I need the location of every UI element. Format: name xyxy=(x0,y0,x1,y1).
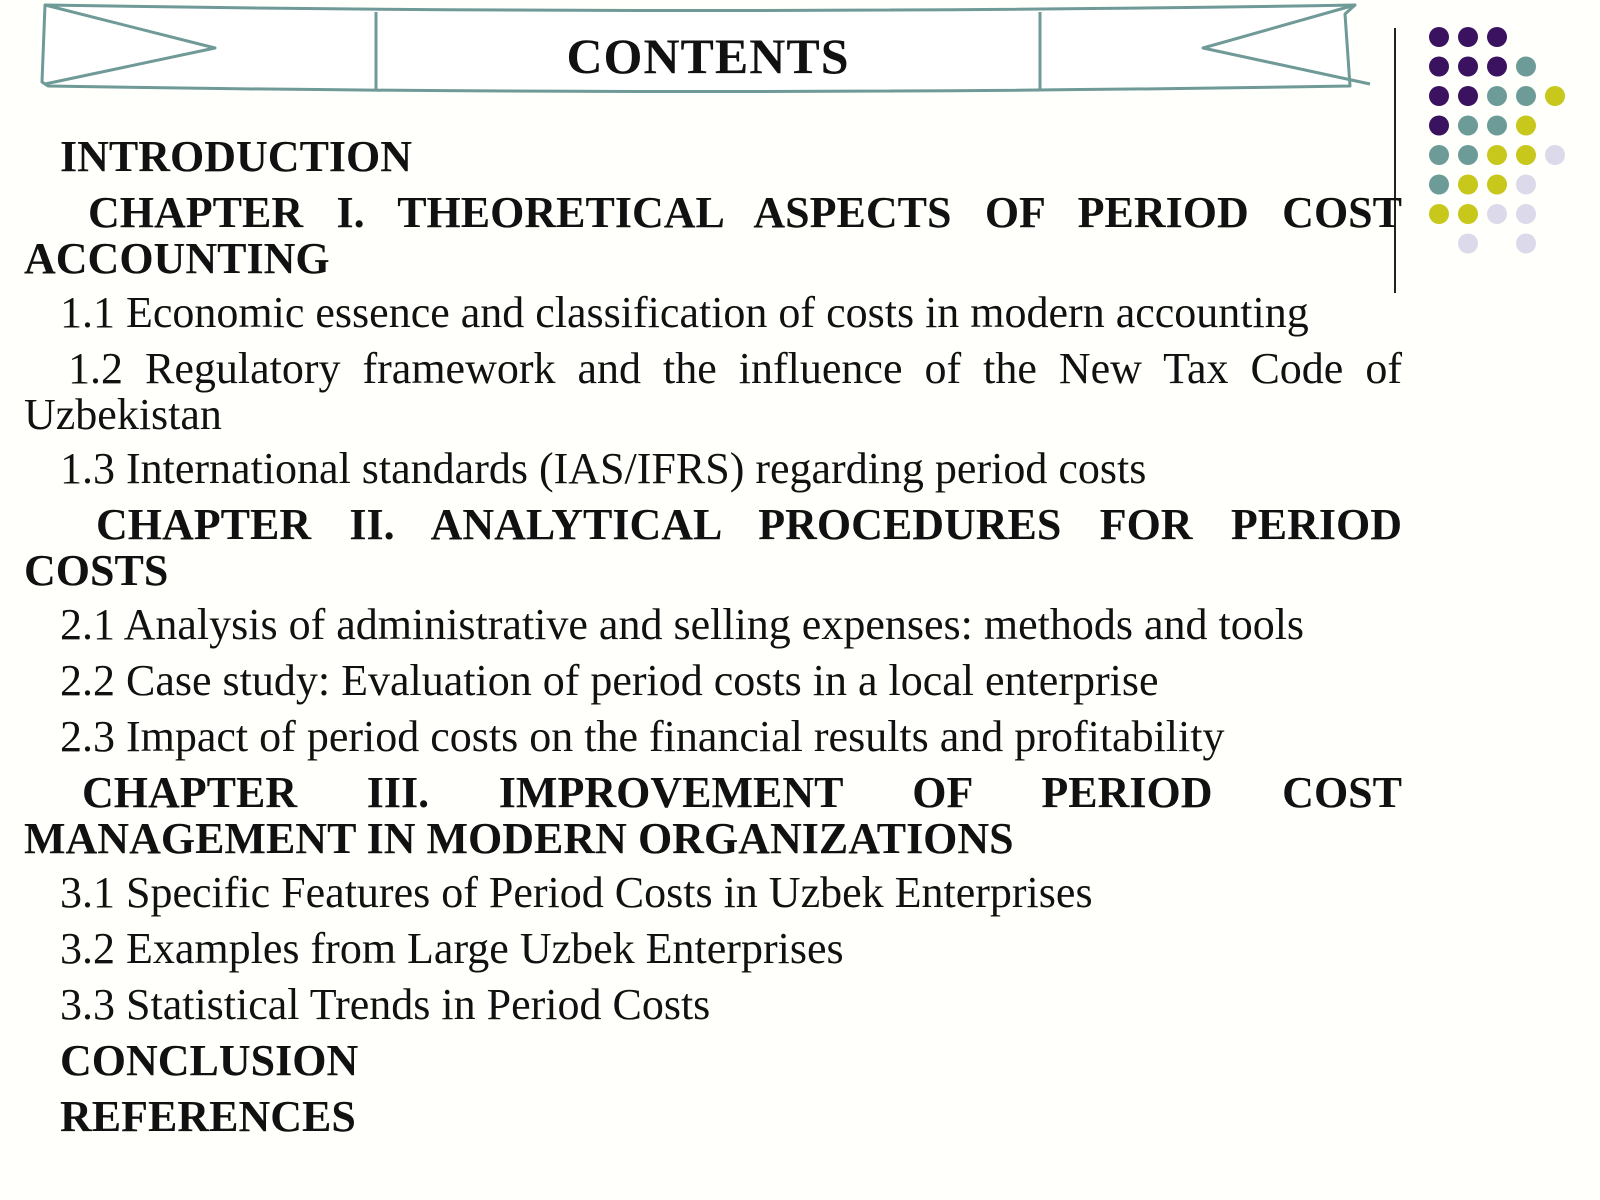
decorative-dot xyxy=(1458,145,1478,165)
toc-section-3-1: 3.1 Specific Features of Period Costs in Uzbek Enterprises xyxy=(60,868,1093,917)
decorative-dot xyxy=(1429,27,1449,47)
decorative-dot xyxy=(1458,86,1478,106)
decorative-dot xyxy=(1516,145,1536,165)
decorative-dot xyxy=(1458,175,1478,195)
toc-chapter-1-line1: CHAPTER I. THEORETICAL ASPECTS OF PERIOD COST xyxy=(88,188,1402,237)
toc-chapter-3-line1: CHAPTER III. IMPROVEMENT OF PERIOD COST xyxy=(82,768,1402,817)
toc-section-2-3: 2.3 Impact of period costs on the financial results and profitability xyxy=(60,712,1225,761)
toc-section-3-2: 3.2 Examples from Large Uzbek Enterprises xyxy=(60,924,844,973)
decorative-dot xyxy=(1458,204,1478,224)
toc-chapter-2 xyxy=(24,502,1402,594)
toc-section-1-2-line1: 1.2 Regulatory framework and the influence of the New Tax Code of xyxy=(68,344,1402,393)
decorative-dot xyxy=(1516,204,1536,224)
decorative-dot xyxy=(1429,116,1449,136)
toc-chapter-1 xyxy=(24,190,1402,282)
toc-section-2-1: 2.1 Analysis of administrative and selling expenses: methods and tools xyxy=(60,600,1305,649)
toc-section-2-2: 2.2 Case study: Evaluation of period costs in a local enterprise xyxy=(60,656,1159,705)
toc-section-1-3: 1.3 International standards (IAS/IFRS) regarding period costs xyxy=(60,444,1147,493)
decorative-dot xyxy=(1487,57,1507,77)
toc-references: REFERENCES xyxy=(60,1092,356,1141)
decorative-dot xyxy=(1487,175,1507,195)
decorative-dot xyxy=(1545,145,1565,165)
decorative-dot xyxy=(1429,57,1449,77)
toc-section-1-2 xyxy=(24,346,1402,438)
toc-introduction: INTRODUCTION xyxy=(60,132,413,181)
decorative-dot xyxy=(1487,116,1507,136)
decorative-dot xyxy=(1429,204,1449,224)
toc-section-1-2-line2: Uzbekistan xyxy=(24,390,222,439)
decorative-dot xyxy=(1458,234,1478,254)
decorative-dot xyxy=(1458,116,1478,136)
toc-chapter-3-line2: MANAGEMENT IN MODERN ORGANIZATIONS xyxy=(24,814,1014,863)
toc-conclusion: CONCLUSION xyxy=(60,1036,359,1085)
decorative-dot xyxy=(1487,145,1507,165)
toc-section-3-3: 3.3 Statistical Trends in Period Costs xyxy=(60,980,711,1029)
toc-chapter-3 xyxy=(24,770,1402,862)
decorative-dot xyxy=(1516,57,1536,77)
toc-chapter-2-line1: CHAPTER II. ANALYTICAL PROCEDURES FOR PERIOD xyxy=(96,500,1402,549)
decorative-dot xyxy=(1516,234,1536,254)
toc-chapter-1-line2: ACCOUNTING xyxy=(24,234,330,283)
decorative-dot xyxy=(1458,27,1478,47)
decorative-dot xyxy=(1487,86,1507,106)
decorative-dot xyxy=(1516,86,1536,106)
decorative-dot xyxy=(1516,175,1536,195)
decorative-dot xyxy=(1487,204,1507,224)
toc-section-1-1: 1.1 Economic essence and classification of costs in modern accounting xyxy=(60,288,1309,337)
page-title: CONTENTS xyxy=(566,28,850,84)
decorative-dot xyxy=(1458,57,1478,77)
toc-chapter-2-line2: COSTS xyxy=(24,546,169,595)
decorative-dot xyxy=(1429,86,1449,106)
decorative-dot xyxy=(1545,86,1565,106)
decorative-dot xyxy=(1487,27,1507,47)
decorative-dot xyxy=(1516,116,1536,136)
